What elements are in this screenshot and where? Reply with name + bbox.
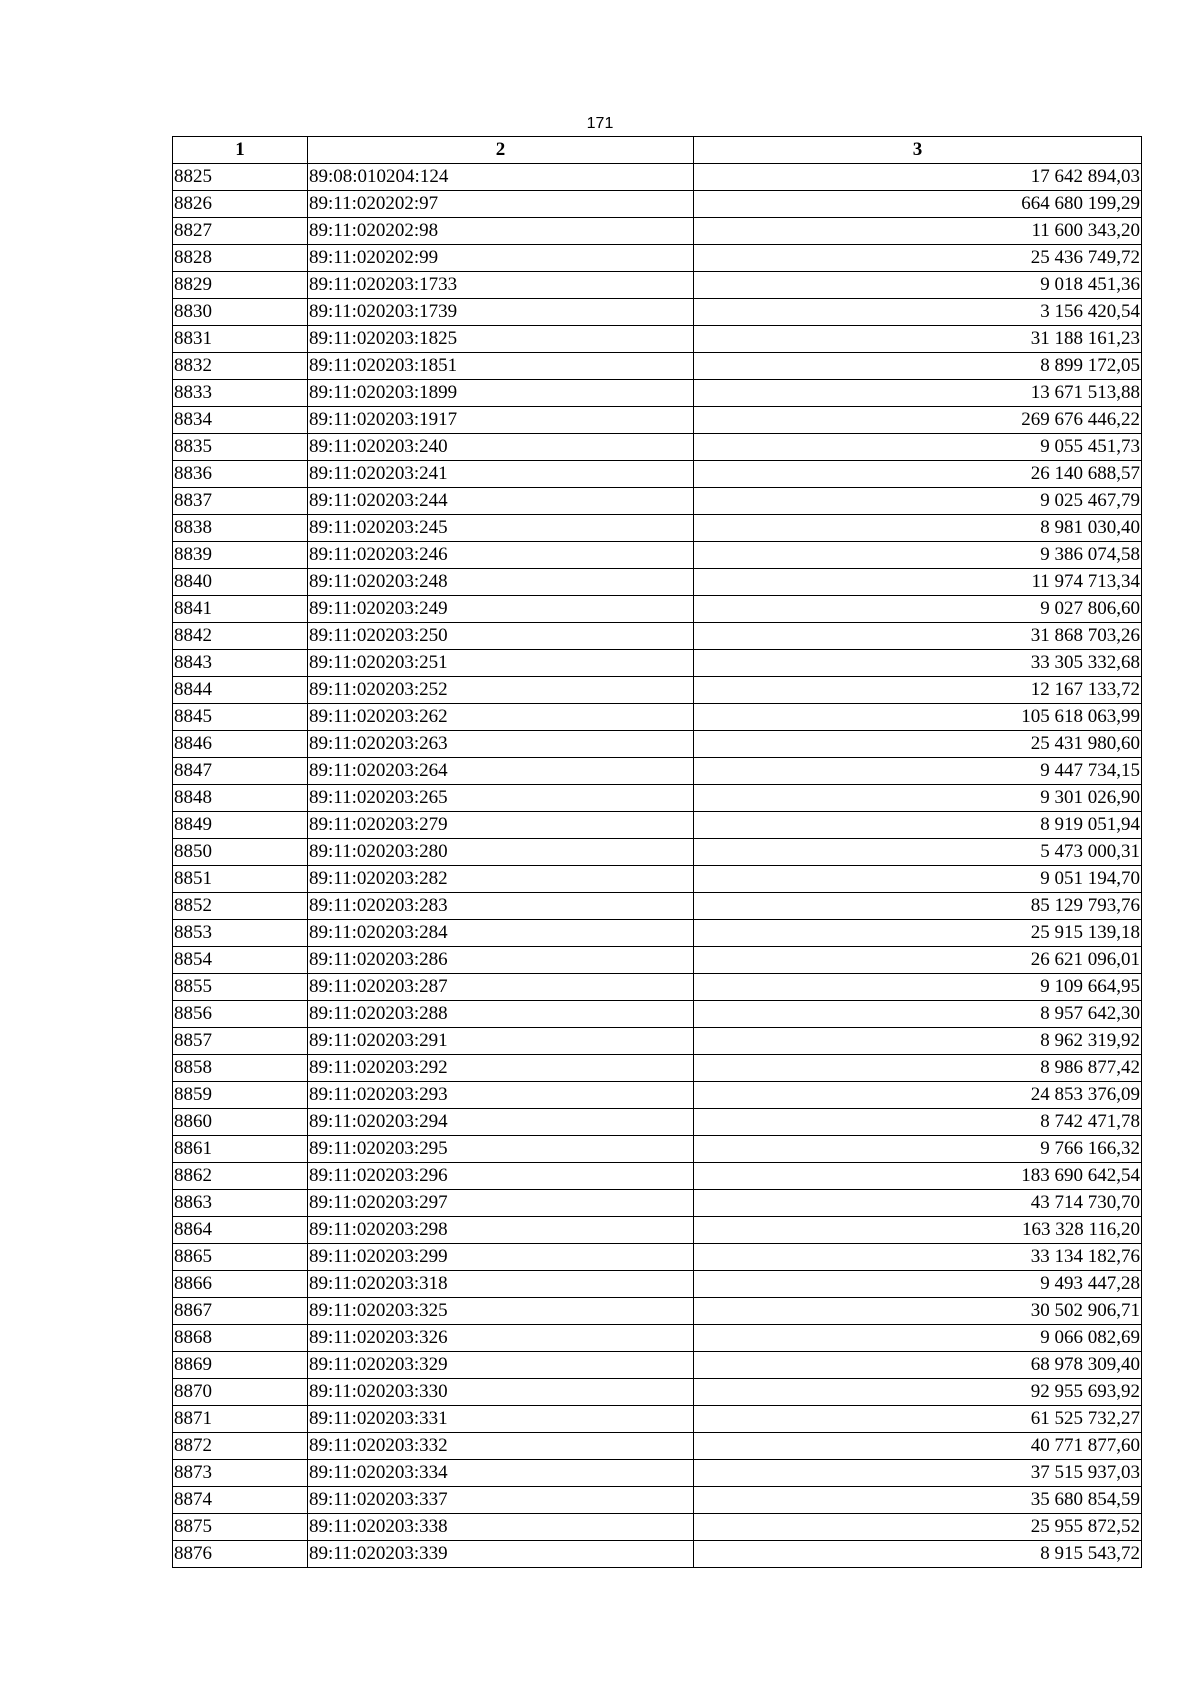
cadastral-value-cell: 37 515 937,03	[694, 1460, 1142, 1487]
table-row	[173, 812, 1142, 839]
cadastral-number-cell: 89:11:020203:288	[308, 1001, 694, 1028]
cadastral-number-cell: 89:11:020203:282	[308, 866, 694, 893]
cadastral-number-cell: 89:11:020203:330	[308, 1379, 694, 1406]
cadastral-value-cell: 8 919 051,94	[694, 812, 1142, 839]
column-header-3: 3	[694, 137, 1142, 164]
cadastral-value-cell: 9 766 166,32	[694, 1136, 1142, 1163]
cadastral-value-cell: 61 525 732,27	[694, 1406, 1142, 1433]
cadastral-number-cell: 89:11:020203:292	[308, 1055, 694, 1082]
cadastral-number-cell: 89:08:010204:124	[308, 164, 694, 191]
cadastral-number-cell: 89:11:020203:326	[308, 1325, 694, 1352]
cadastral-value-cell: 8 915 543,72	[694, 1541, 1142, 1568]
row-number-cell: 8835	[173, 434, 308, 461]
row-number-cell: 8867	[173, 1298, 308, 1325]
row-number-cell: 8826	[173, 191, 308, 218]
table-row	[173, 326, 1142, 353]
cadastral-number-cell: 89:11:020203:245	[308, 515, 694, 542]
cadastral-value-cell: 11 600 343,20	[694, 218, 1142, 245]
table-header	[173, 137, 1142, 164]
table-row	[173, 947, 1142, 974]
cadastral-value-cell: 13 671 513,88	[694, 380, 1142, 407]
table-row	[173, 1406, 1142, 1433]
cadastral-number-cell: 89:11:020203:1825	[308, 326, 694, 353]
table-row	[173, 488, 1142, 515]
row-number-cell: 8861	[173, 1136, 308, 1163]
cadastral-value-cell: 9 386 074,58	[694, 542, 1142, 569]
cadastral-value-cell: 25 431 980,60	[694, 731, 1142, 758]
cadastral-value-cell: 17 642 894,03	[694, 164, 1142, 191]
cadastral-value-cell: 31 868 703,26	[694, 623, 1142, 650]
cadastral-number-cell: 89:11:020203:286	[308, 947, 694, 974]
cadastral-number-cell: 89:11:020203:246	[308, 542, 694, 569]
row-number-cell: 8865	[173, 1244, 308, 1271]
row-number-cell: 8872	[173, 1433, 308, 1460]
table-row	[173, 623, 1142, 650]
row-number-cell: 8846	[173, 731, 308, 758]
cadastral-number-cell: 89:11:020203:298	[308, 1217, 694, 1244]
cadastral-value-cell: 35 680 854,59	[694, 1487, 1142, 1514]
table-row	[173, 785, 1142, 812]
row-number-cell: 8836	[173, 461, 308, 488]
table-row	[173, 731, 1142, 758]
cadastral-value-cell: 92 955 693,92	[694, 1379, 1142, 1406]
cadastral-value-cell: 12 167 133,72	[694, 677, 1142, 704]
table-row	[173, 1136, 1142, 1163]
cadastral-value-cell: 8 899 172,05	[694, 353, 1142, 380]
row-number-cell: 8864	[173, 1217, 308, 1244]
table-row	[173, 650, 1142, 677]
row-number-cell: 8856	[173, 1001, 308, 1028]
row-number-cell: 8851	[173, 866, 308, 893]
cadastral-number-cell: 89:11:020203:1739	[308, 299, 694, 326]
row-number-cell: 8847	[173, 758, 308, 785]
table-row	[173, 1298, 1142, 1325]
cadastral-number-cell: 89:11:020203:262	[308, 704, 694, 731]
cadastral-value-cell: 8 962 319,92	[694, 1028, 1142, 1055]
table-row	[173, 1217, 1142, 1244]
table-row	[173, 704, 1142, 731]
table-row	[173, 515, 1142, 542]
cadastral-value-cell: 9 027 806,60	[694, 596, 1142, 623]
row-number-cell: 8834	[173, 407, 308, 434]
cadastral-number-cell: 89:11:020203:334	[308, 1460, 694, 1487]
row-number-cell: 8855	[173, 974, 308, 1001]
table-body	[173, 164, 1142, 1568]
cadastral-number-cell: 89:11:020202:99	[308, 245, 694, 272]
row-number-cell: 8849	[173, 812, 308, 839]
row-number-cell: 8831	[173, 326, 308, 353]
cadastral-value-cell: 11 974 713,34	[694, 569, 1142, 596]
row-number-cell: 8866	[173, 1271, 308, 1298]
cadastral-value-cell: 105 618 063,99	[694, 704, 1142, 731]
cadastral-number-cell: 89:11:020203:339	[308, 1541, 694, 1568]
table-row	[173, 1109, 1142, 1136]
cadastral-number-cell: 89:11:020203:295	[308, 1136, 694, 1163]
table-row	[173, 893, 1142, 920]
table-row	[173, 191, 1142, 218]
cadastral-value-cell: 26 621 096,01	[694, 947, 1142, 974]
table-row	[173, 1082, 1142, 1109]
cadastral-number-cell: 89:11:020203:240	[308, 434, 694, 461]
table-row	[173, 569, 1142, 596]
table-row	[173, 1028, 1142, 1055]
table-row	[173, 1433, 1142, 1460]
cadastral-value-cell: 9 018 451,36	[694, 272, 1142, 299]
table-row	[173, 1055, 1142, 1082]
row-number-cell: 8853	[173, 920, 308, 947]
cadastral-value-cell: 3 156 420,54	[694, 299, 1142, 326]
table-row	[173, 218, 1142, 245]
row-number-cell: 8828	[173, 245, 308, 272]
table-row	[173, 1244, 1142, 1271]
cadastral-value-cell: 40 771 877,60	[694, 1433, 1142, 1460]
table-row	[173, 1487, 1142, 1514]
row-number-cell: 8832	[173, 353, 308, 380]
cadastral-value-cell: 33 134 182,76	[694, 1244, 1142, 1271]
cadastral-value-cell: 5 473 000,31	[694, 839, 1142, 866]
cadastral-value-cell: 9 025 467,79	[694, 488, 1142, 515]
cadastral-value-cell: 43 714 730,70	[694, 1190, 1142, 1217]
cadastral-number-cell: 89:11:020203:244	[308, 488, 694, 515]
row-number-cell: 8825	[173, 164, 308, 191]
row-number-cell: 8848	[173, 785, 308, 812]
cadastral-value-cell: 9 066 082,69	[694, 1325, 1142, 1352]
row-number-cell: 8852	[173, 893, 308, 920]
table-row	[173, 1271, 1142, 1298]
cadastral-value-cell: 9 109 664,95	[694, 974, 1142, 1001]
cadastral-number-cell: 89:11:020203:280	[308, 839, 694, 866]
table-row	[173, 866, 1142, 893]
cadastral-number-cell: 89:11:020203:263	[308, 731, 694, 758]
cadastral-value-cell: 68 978 309,40	[694, 1352, 1142, 1379]
cadastral-value-cell: 8 742 471,78	[694, 1109, 1142, 1136]
table-row	[173, 353, 1142, 380]
row-number-cell: 8859	[173, 1082, 308, 1109]
row-number-cell: 8874	[173, 1487, 308, 1514]
row-number-cell: 8841	[173, 596, 308, 623]
cadastral-number-cell: 89:11:020202:98	[308, 218, 694, 245]
cadastral-number-cell: 89:11:020203:291	[308, 1028, 694, 1055]
cadastral-number-cell: 89:11:020203:325	[308, 1298, 694, 1325]
row-number-cell: 8850	[173, 839, 308, 866]
table-row	[173, 272, 1142, 299]
cadastral-value-cell: 25 955 872,52	[694, 1514, 1142, 1541]
cadastral-value-cell: 8 957 642,30	[694, 1001, 1142, 1028]
row-number-cell: 8863	[173, 1190, 308, 1217]
cadastral-value-cell: 664 680 199,29	[694, 191, 1142, 218]
table-row	[173, 542, 1142, 569]
table-row	[173, 1001, 1142, 1028]
column-header-1: 1	[173, 137, 308, 164]
table-row	[173, 380, 1142, 407]
row-number-cell: 8862	[173, 1163, 308, 1190]
cadastral-value-cell: 25 915 139,18	[694, 920, 1142, 947]
cadastral-value-cell: 24 853 376,09	[694, 1082, 1142, 1109]
cadastral-number-cell: 89:11:020203:1851	[308, 353, 694, 380]
table-row	[173, 434, 1142, 461]
cadastral-number-cell: 89:11:020203:1733	[308, 272, 694, 299]
cadastral-value-cell: 9 301 026,90	[694, 785, 1142, 812]
table-row	[173, 1541, 1142, 1568]
cadastral-number-cell: 89:11:020203:279	[308, 812, 694, 839]
row-number-cell: 8873	[173, 1460, 308, 1487]
table-row	[173, 920, 1142, 947]
table-row	[173, 461, 1142, 488]
cadastral-value-cell: 9 055 451,73	[694, 434, 1142, 461]
row-number-cell: 8868	[173, 1325, 308, 1352]
row-number-cell: 8845	[173, 704, 308, 731]
page-number: 171	[586, 115, 614, 132]
table-row	[173, 1460, 1142, 1487]
table-row	[173, 1163, 1142, 1190]
row-number-cell: 8838	[173, 515, 308, 542]
row-number-cell: 8827	[173, 218, 308, 245]
cadastral-value-cell: 26 140 688,57	[694, 461, 1142, 488]
cadastral-number-cell: 89:11:020203:250	[308, 623, 694, 650]
row-number-cell: 8840	[173, 569, 308, 596]
cadastral-number-cell: 89:11:020203:252	[308, 677, 694, 704]
cadastral-value-cell: 31 188 161,23	[694, 326, 1142, 353]
cadastral-value-cell: 33 305 332,68	[694, 650, 1142, 677]
cadastral-number-cell: 89:11:020203:332	[308, 1433, 694, 1460]
cadastral-value-cell: 30 502 906,71	[694, 1298, 1142, 1325]
table-row	[173, 677, 1142, 704]
table-row	[173, 1190, 1142, 1217]
row-number-cell: 8830	[173, 299, 308, 326]
table-row	[173, 758, 1142, 785]
cadastral-number-cell: 89:11:020203:293	[308, 1082, 694, 1109]
row-number-cell: 8843	[173, 650, 308, 677]
table-row	[173, 299, 1142, 326]
header-row	[173, 137, 1142, 164]
cadastral-number-cell: 89:11:020203:297	[308, 1190, 694, 1217]
cadastral-number-cell: 89:11:020203:251	[308, 650, 694, 677]
table-row	[173, 164, 1142, 191]
row-number-cell: 8876	[173, 1541, 308, 1568]
table-row	[173, 839, 1142, 866]
row-number-cell: 8869	[173, 1352, 308, 1379]
cadastral-number-cell: 89:11:020203:338	[308, 1514, 694, 1541]
cadastral-number-cell: 89:11:020203:241	[308, 461, 694, 488]
cadastral-value-cell: 25 436 749,72	[694, 245, 1142, 272]
row-number-cell: 8854	[173, 947, 308, 974]
cadastral-value-cell: 269 676 446,22	[694, 407, 1142, 434]
cadastral-number-cell: 89:11:020203:1899	[308, 380, 694, 407]
column-header-2: 2	[308, 137, 694, 164]
cadastral-number-cell: 89:11:020203:296	[308, 1163, 694, 1190]
row-number-cell: 8839	[173, 542, 308, 569]
cadastral-value-cell: 9 447 734,15	[694, 758, 1142, 785]
table-row	[173, 1379, 1142, 1406]
row-number-cell: 8875	[173, 1514, 308, 1541]
cadastral-number-cell: 89:11:020203:248	[308, 569, 694, 596]
cadastral-number-cell: 89:11:020203:264	[308, 758, 694, 785]
cadastral-value-cell: 8 986 877,42	[694, 1055, 1142, 1082]
row-number-cell: 8871	[173, 1406, 308, 1433]
row-number-cell: 8858	[173, 1055, 308, 1082]
cadastral-number-cell: 89:11:020203:331	[308, 1406, 694, 1433]
cadastral-number-cell: 89:11:020202:97	[308, 191, 694, 218]
cadastral-number-cell: 89:11:020203:337	[308, 1487, 694, 1514]
cadastral-number-cell: 89:11:020203:1917	[308, 407, 694, 434]
cadastral-number-cell: 89:11:020203:287	[308, 974, 694, 1001]
row-number-cell: 8857	[173, 1028, 308, 1055]
row-number-cell: 8860	[173, 1109, 308, 1136]
cadastral-number-cell: 89:11:020203:318	[308, 1271, 694, 1298]
table-row	[173, 407, 1142, 434]
cadastral-number-cell: 89:11:020203:294	[308, 1109, 694, 1136]
cadastral-number-cell: 89:11:020203:283	[308, 893, 694, 920]
cadastral-value-table	[172, 136, 1142, 1568]
table-row	[173, 1352, 1142, 1379]
row-number-cell: 8829	[173, 272, 308, 299]
row-number-cell: 8842	[173, 623, 308, 650]
table-row	[173, 1514, 1142, 1541]
table-row	[173, 974, 1142, 1001]
cadastral-number-cell: 89:11:020203:284	[308, 920, 694, 947]
table-row	[173, 245, 1142, 272]
cadastral-value-cell: 183 690 642,54	[694, 1163, 1142, 1190]
table-row	[173, 596, 1142, 623]
cadastral-value-cell: 8 981 030,40	[694, 515, 1142, 542]
row-number-cell: 8844	[173, 677, 308, 704]
cadastral-number-cell: 89:11:020203:249	[308, 596, 694, 623]
cadastral-value-cell: 163 328 116,20	[694, 1217, 1142, 1244]
cadastral-number-cell: 89:11:020203:329	[308, 1352, 694, 1379]
table-row	[173, 1325, 1142, 1352]
row-number-cell: 8870	[173, 1379, 308, 1406]
cadastral-value-cell: 9 493 447,28	[694, 1271, 1142, 1298]
cadastral-number-cell: 89:11:020203:265	[308, 785, 694, 812]
row-number-cell: 8833	[173, 380, 308, 407]
cadastral-value-cell: 85 129 793,76	[694, 893, 1142, 920]
cadastral-number-cell: 89:11:020203:299	[308, 1244, 694, 1271]
cadastral-value-cell: 9 051 194,70	[694, 866, 1142, 893]
row-number-cell: 8837	[173, 488, 308, 515]
